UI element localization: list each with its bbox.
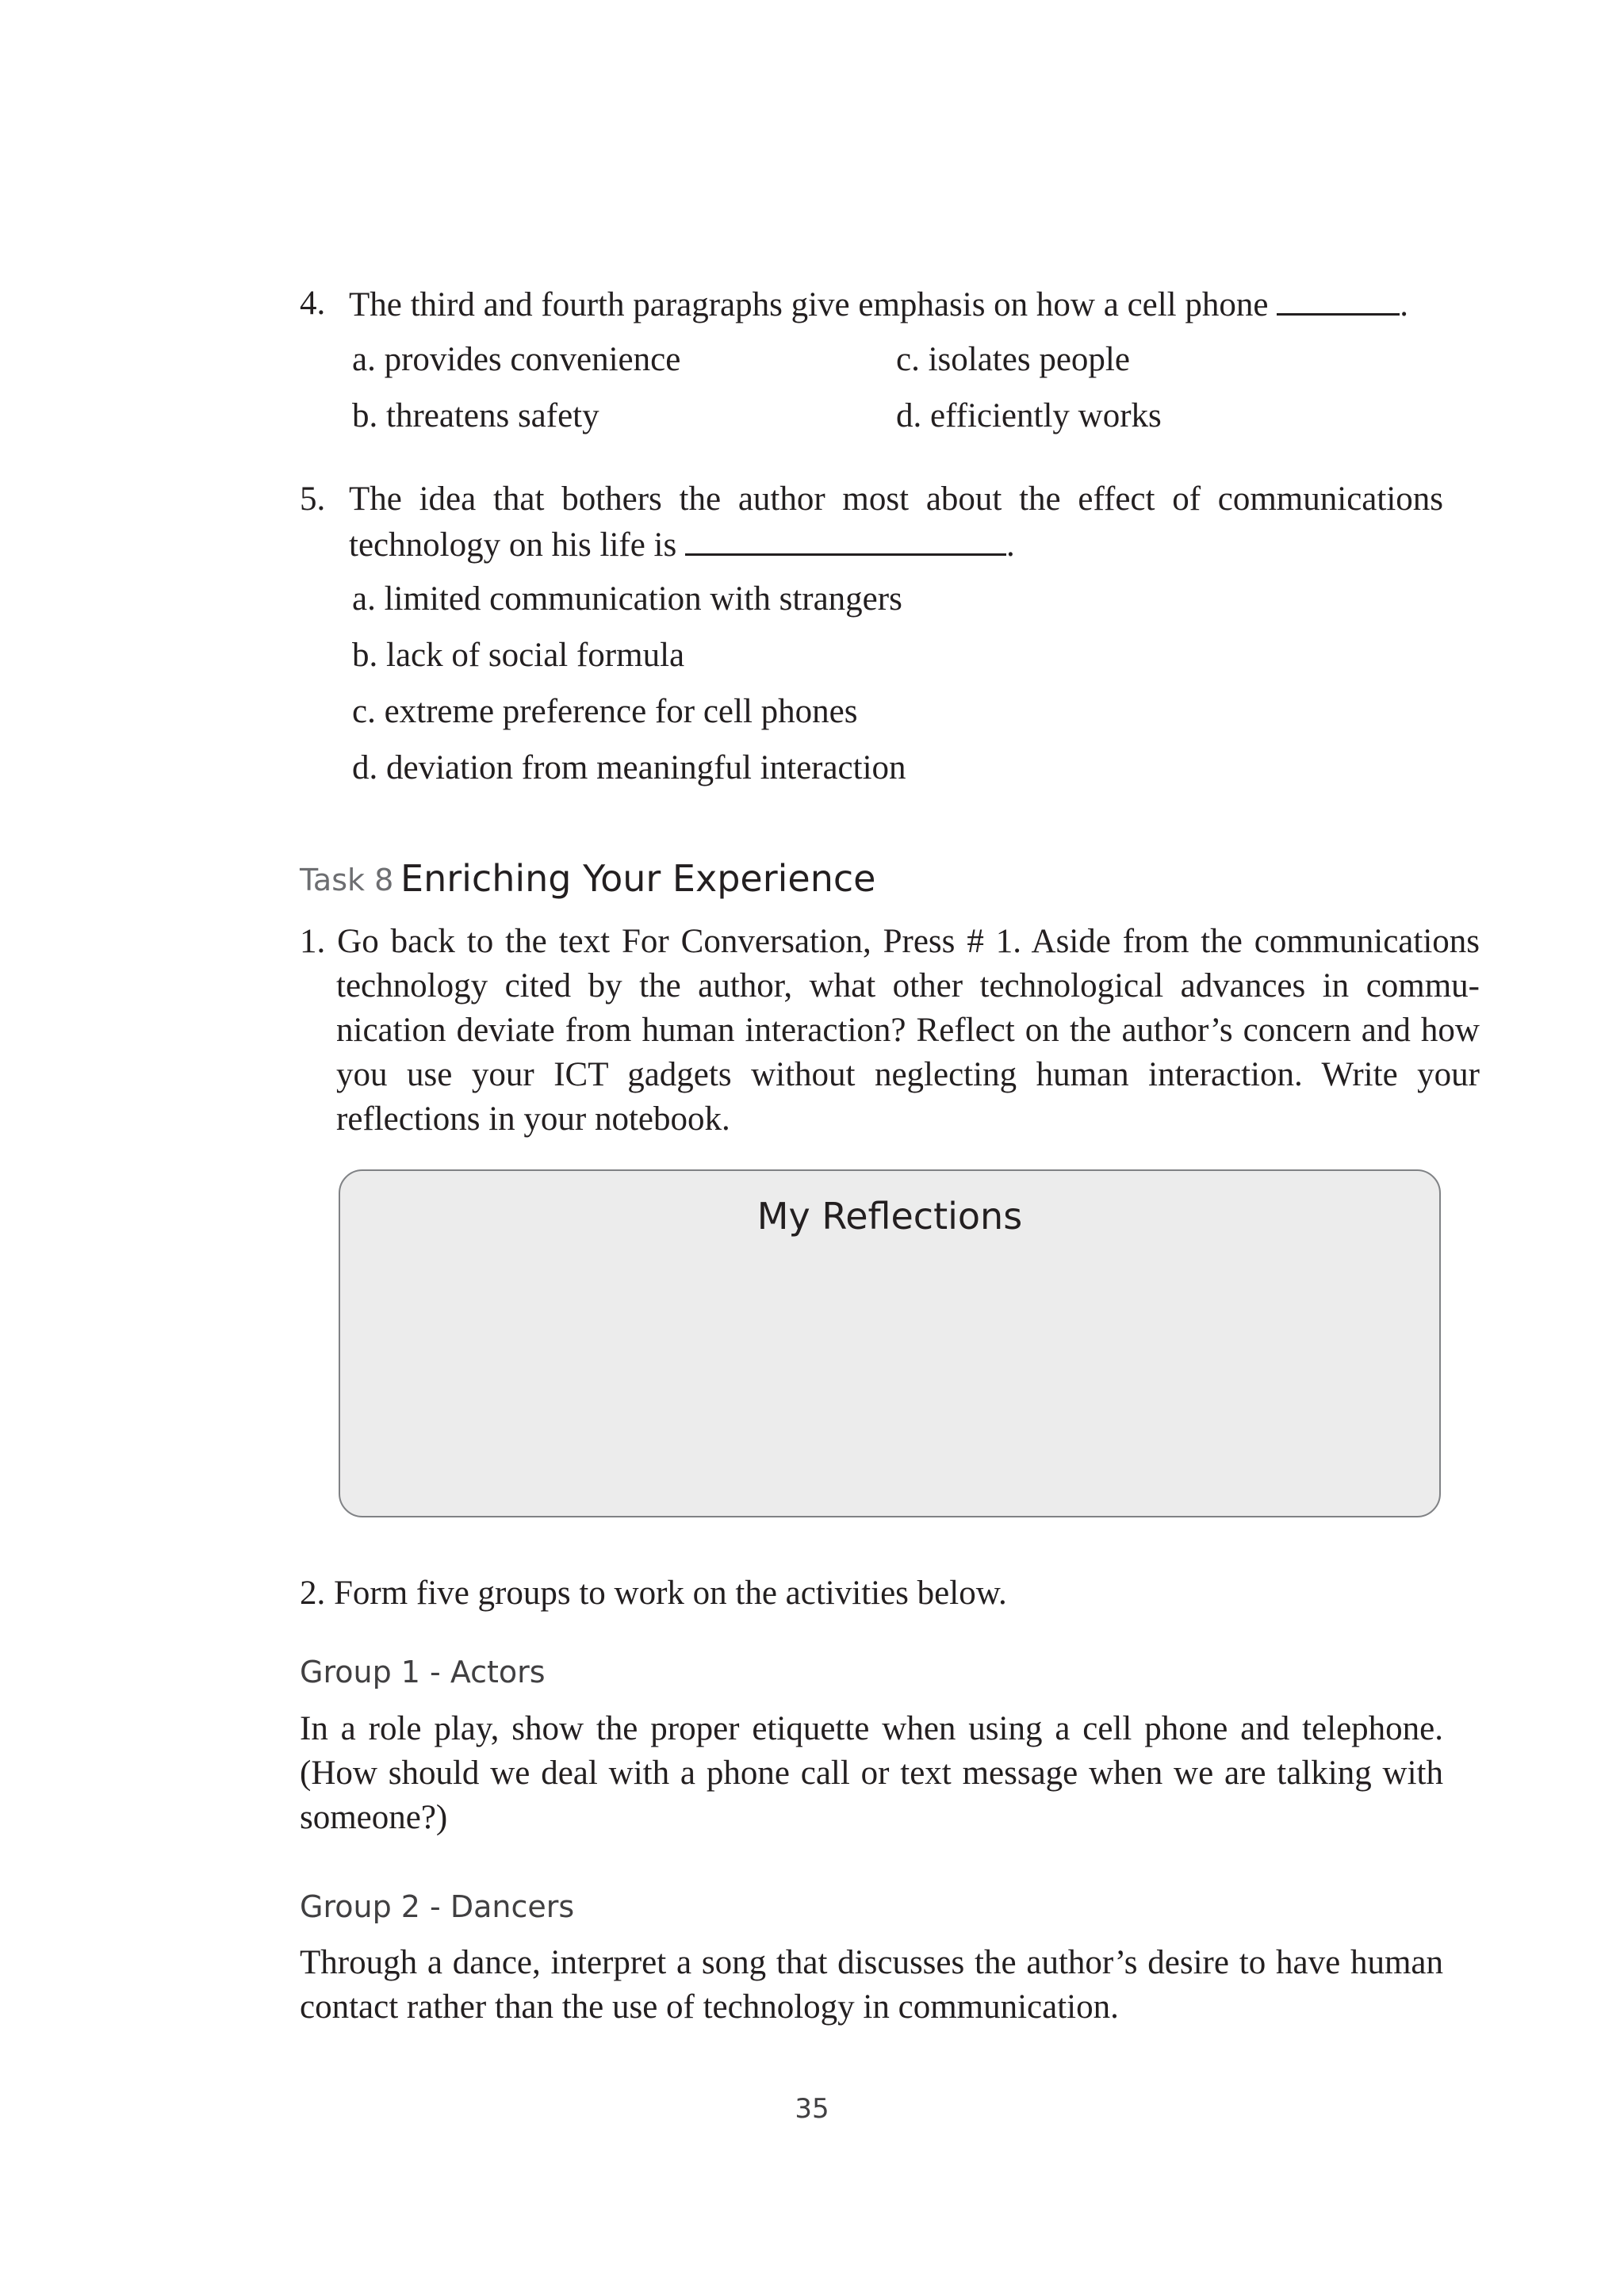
- item-1-paragraph: 1. Go back to the text For Conversation, Press # 1. Aside from the communications technology cited by the author, what other technological advances in commu-nication deviate from human interaction? Reflect on the author’s concern and how you use your ICT gadgets without neglecting human interaction. Write your reflections in your notebook.: [300, 923, 1480, 1138]
- reflection-box-title: My Reflections: [756, 1195, 1023, 1238]
- option-c: c. extreme preference for cell phones: [352, 693, 858, 730]
- answer-blank: [1277, 281, 1400, 316]
- task-label: Task 8: [300, 863, 394, 897]
- task-title: Enriching Your Experience: [400, 857, 876, 900]
- group-1-text: In a role play, show the proper etiquette when using a cell phone and telephone. (How should we deal with a phone call or text message when we are talking with someone?): [300, 1710, 1443, 1836]
- reflection-box: [339, 1169, 1441, 1517]
- item-2-paragraph: 2. Form five groups to work on the activities below.: [300, 1575, 1007, 1612]
- answer-blank: [685, 522, 1006, 556]
- group-2-label: Group 2 - Dancers: [300, 1889, 575, 1924]
- question-number: 4.: [300, 285, 326, 322]
- option-b: b. threatens safety: [352, 397, 599, 434]
- page-number: 35: [795, 2093, 829, 2125]
- option-c: c. isolates people: [896, 341, 1130, 378]
- group-1-label: Group 1 - Actors: [300, 1655, 546, 1689]
- option-d: d. deviation from meaningful interaction: [352, 749, 906, 786]
- question-5: [300, 477, 1443, 568]
- option-a: a. limited communication with strangers: [352, 580, 902, 618]
- option-a: a. provides convenience: [352, 341, 681, 378]
- question-4: [300, 281, 1443, 327]
- option-d: d. efficiently works: [896, 397, 1162, 434]
- option-b: b. lack of social formula: [352, 637, 685, 674]
- question-number: 5.: [300, 480, 326, 518]
- group-2-text: Through a dance, interpret a song that discusses the author’s desire to have human contact rather than the use of technology in communication.: [300, 1944, 1443, 2026]
- question-stem: The idea that bothers the author most about the effect of communications technology on his life is .: [349, 480, 1443, 564]
- question-stem: The third and fourth paragraphs give emphasis on how a cell phone .: [349, 281, 1443, 327]
